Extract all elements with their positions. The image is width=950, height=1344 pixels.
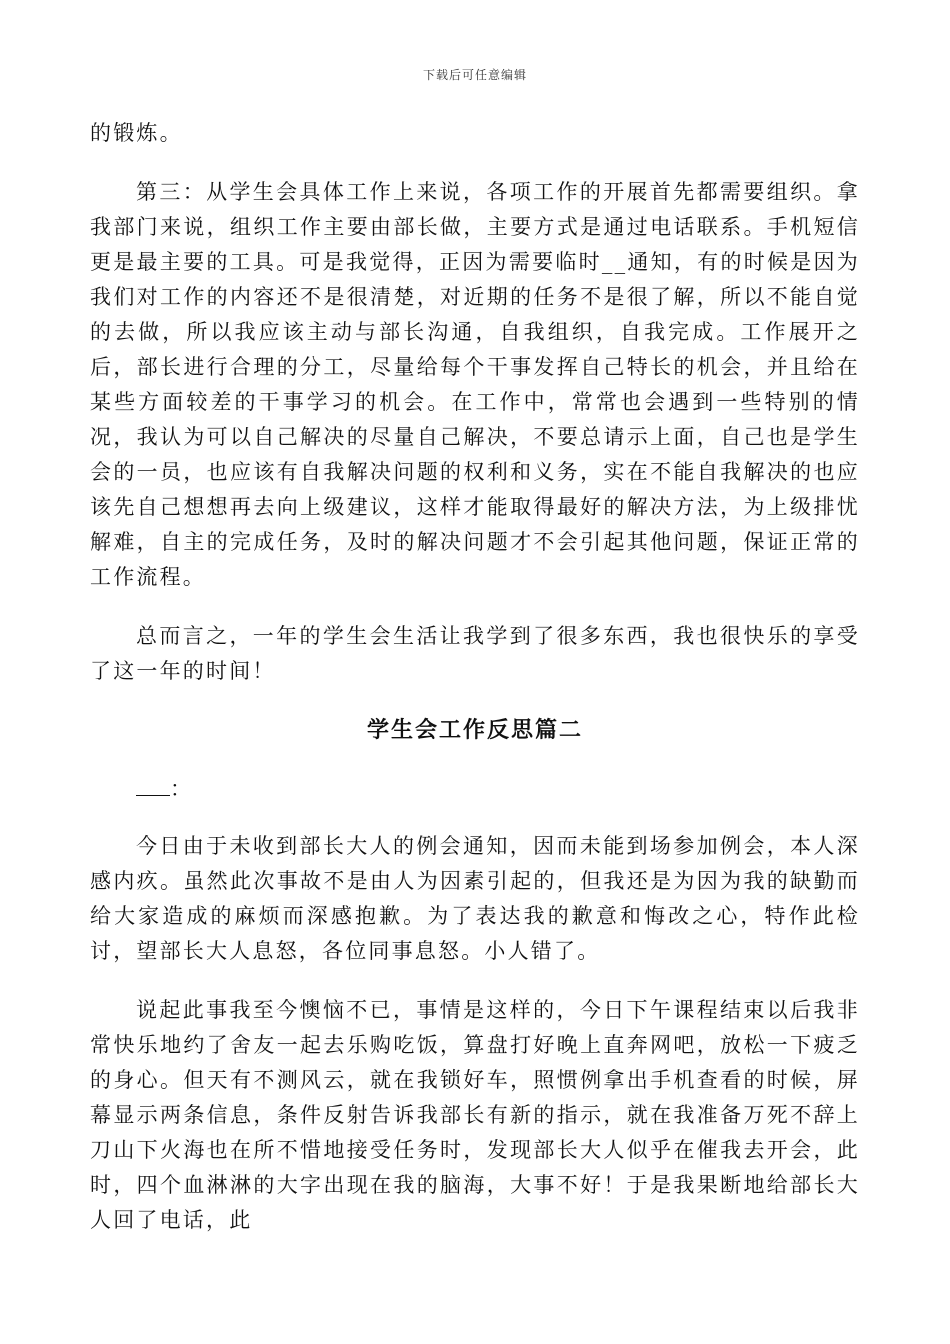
paragraph-2: 第三：从学生会具体工作上来说，各项工作的开展首先都需要组织。拿我部门来说，组织工作主要由部长做，主要方式是通过电话联系。手机短信更是最主要的工具。可是我觉得，正因为需要临时__通知，有的时候是因为我们对工作的内容还不是很清楚，对近期的任务不是很了解，所以不能自觉的去做，所以我应该主动与部长沟通，自我组织，自我完成。工作展开之后，部长进行合理的分工，尽量给每个干事发挥自己特长的机会，并且给在某些方面较差的干事学习的机会。在工作中，常常也会遇到一些特别的情况，我认为可以自己解决的尽量自己解决，不要总请示上面，自己也是学生会的一员，也应该有自我解决问题的权利和义务，实在不能自我解决的也应该先自己想想再去向上级建议，这样才能取得最好的解决方法，为上级排忧解难，自主的完成任务，及时的解决问题才不会引起其他问题，保证正常的工作流程。 [90,180,860,589]
page-header: 下载后可任意编辑 [422,68,527,82]
paragraph-4: 今日由于未收到部长大人的例会通知，因而未能到场参加例会，本人深感内疚。虽然此次事故不是由人为因素引起的，但我还是为因为我的缺勤而给大家造成的麻烦而深感抱歉。为了表达我的歉意和悔改之心，特作此检讨，望部长大人息怒，各位同事息怒。小人错了。 [90,834,860,963]
document-body [90,116,860,1238]
paragraph-3: 总而言之，一年的学生会生活让我学到了很多东西，我也很快乐的享受了这一年的时间！ [90,624,860,683]
paragraph-5: 说起此事我至今懊恼不已，事情是这样的，今日下午课程结束以后我非常快乐地约了舍友一起去乐购吃饭，算盘打好晚上直奔网吧，放松一下疲乏的身心。但天有不测风云，就在我锁好车，照惯例拿出手机查看的时候，屏幕显示两条信息，条件反射告诉我部长有新的指示，就在我准备万死不辞上刀山下火海也在所不惜地接受任务时，发现部长大人似乎在催我去开会，此时，四个血淋淋的大字出现在我的脑海，大事不好！于是我果断地给部长大人回了电话，此 [90,998,860,1232]
salutation-colon: ： [170,777,191,801]
paragraph-1: 的锻炼。 [90,121,183,145]
salutation-blank [136,779,170,796]
salutation [90,772,860,807]
section-title: 学生会工作反思篇二 [366,718,583,743]
